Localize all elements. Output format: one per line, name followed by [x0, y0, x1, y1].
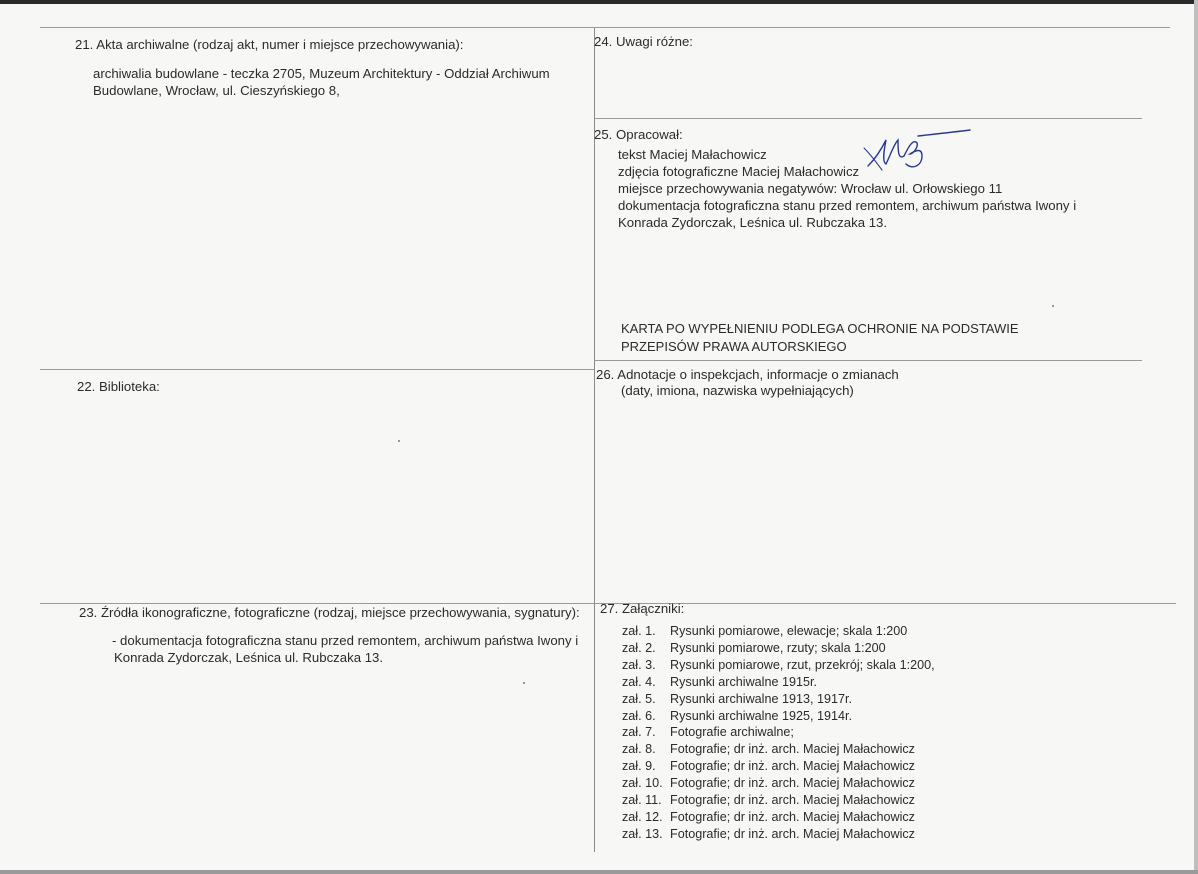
section-25-body	[618, 146, 1076, 231]
attachments-list	[622, 623, 935, 843]
attachment-number: zał. 10.	[622, 776, 663, 791]
attachment-number: zał. 8.	[622, 742, 656, 757]
attachment-text: Rysunki archiwalne 1925, 1914r.	[670, 708, 853, 723]
attachment-text: Fotografie; dr inż. arch. Maciej Małachowicz	[670, 793, 915, 808]
attachment-item	[622, 691, 935, 708]
attachment-item	[622, 758, 935, 775]
attachment-number: zał. 9.	[622, 759, 656, 774]
attachment-item	[622, 775, 935, 792]
copyright-notice-line: PRZEPISÓW PRAWA AUTORSKIEGO	[621, 339, 847, 354]
section-23-line: Konrada Zydorczak, Leśnica ul. Rubczaka 13.	[114, 649, 384, 665]
section-24-heading: 24. Uwagi różne:	[594, 34, 693, 49]
section-21-body	[93, 66, 550, 99]
attachment-item	[622, 809, 935, 826]
rule-right-25-26	[594, 360, 1142, 361]
attachment-number: zał. 13.	[622, 826, 663, 841]
section-21-line: Budowlane, Wrocław, ul. Cieszyńskiego 8,	[93, 82, 340, 98]
section-27-heading: 27. Załączniki:	[600, 601, 685, 616]
section-23-body	[112, 633, 578, 666]
section-21-heading: 21. Akta archiwalne (rodzaj akt, numer i miejsce przechowywania):	[75, 37, 464, 52]
attachment-text: Fotografie; dr inż. arch. Maciej Małachowicz	[670, 742, 915, 757]
section-23-heading: 23. Źródła ikonograficzne, fotograficzne (rodzaj, miejsce przechowywania, sygnatury):	[79, 605, 580, 620]
copyright-notice-line: KARTA PO WYPEŁNIENIU PODLEGA OCHRONIE NA PODSTAWIE	[621, 321, 1019, 336]
top-rule	[40, 27, 1170, 28]
attachment-text: Fotografie; dr inż. arch. Maciej Małachowicz	[670, 776, 915, 791]
section-25-heading: 25. Opracował:	[594, 127, 683, 142]
scan-speck	[1052, 305, 1054, 307]
section-26-heading: 26. Adnotacje o inspekcjach, informacje o zmianach	[596, 367, 899, 382]
attachment-item	[622, 724, 935, 741]
attachment-item	[622, 741, 935, 758]
attachment-text: Rysunki pomiarowe, elewacje; skala 1:200	[670, 624, 908, 638]
rule-left-21-22	[40, 369, 594, 370]
attachment-text: Rysunki archiwalne 1915r.	[670, 674, 818, 689]
attachment-number: zał. 7.	[622, 725, 656, 740]
attachment-text: Fotografie; dr inż. arch. Maciej Małachowicz	[670, 759, 915, 774]
attachment-text: Rysunki pomiarowe, rzuty; skala 1:200	[670, 640, 886, 655]
section-25-line: tekst Maciej Małachowicz	[618, 147, 767, 162]
section-25-line: Konrada Zydorczak, Leśnica ul. Rubczaka 13.	[618, 215, 888, 230]
attachment-text: Fotografie archiwalne;	[670, 725, 794, 740]
section-25-line: dokumentacja fotograficzna stanu przed remontem, archiwum państwa Iwony i	[618, 198, 1077, 213]
copyright-notice	[621, 320, 1019, 356]
attachment-text: Fotografie; dr inż. arch. Maciej Małachowicz	[670, 809, 915, 824]
scan-bottom-edge	[0, 870, 1198, 874]
center-divider	[594, 28, 595, 852]
scan-right-edge	[1194, 0, 1198, 874]
attachment-number: zał. 3.	[622, 657, 656, 672]
attachment-item	[622, 657, 935, 674]
handwritten-signature	[860, 126, 975, 181]
attachment-item	[622, 826, 935, 843]
attachment-item	[622, 708, 935, 725]
scan-speck	[523, 682, 525, 684]
attachment-number: zał. 1.	[622, 624, 656, 638]
attachment-item	[622, 792, 935, 809]
section-26-subheading: (daty, imiona, nazwiska wypełniających)	[621, 383, 854, 398]
section-25-line: zdjęcia fotograficzne Maciej Małachowicz	[618, 164, 860, 179]
attachment-text: Rysunki archiwalne 1913, 1917r.	[670, 691, 853, 706]
attachment-number: zał. 11.	[622, 793, 662, 808]
attachment-number: zał. 12.	[622, 809, 663, 824]
attachment-item	[622, 674, 935, 691]
attachment-text: Fotografie; dr inż. arch. Maciej Małachowicz	[670, 826, 915, 841]
section-25-line: miejsce przechowywania negatywów: Wrocław ul. Orłowskiego 11	[618, 181, 1003, 196]
scan-speck	[398, 440, 400, 442]
rule-24-25	[594, 118, 1142, 119]
section-22-heading: 22. Biblioteka:	[77, 379, 160, 394]
section-23-line: - dokumentacja fotograficzna stanu przed remontem, archiwum państwa Iwony i	[112, 633, 579, 648]
attachment-number: zał. 6.	[622, 708, 656, 723]
attachment-number: zał. 4.	[622, 674, 656, 689]
attachment-number: zał. 2.	[622, 640, 656, 655]
attachment-item	[622, 640, 935, 657]
attachment-number: zał. 5.	[622, 691, 656, 706]
attachment-item	[622, 623, 935, 640]
attachment-text: Rysunki pomiarowe, rzut, przekrój; skala 1:200,	[670, 657, 935, 672]
section-21-line: archiwalia budowlane - teczka 2705, Muzeum Architektury - Oddział Archiwum	[93, 66, 550, 81]
